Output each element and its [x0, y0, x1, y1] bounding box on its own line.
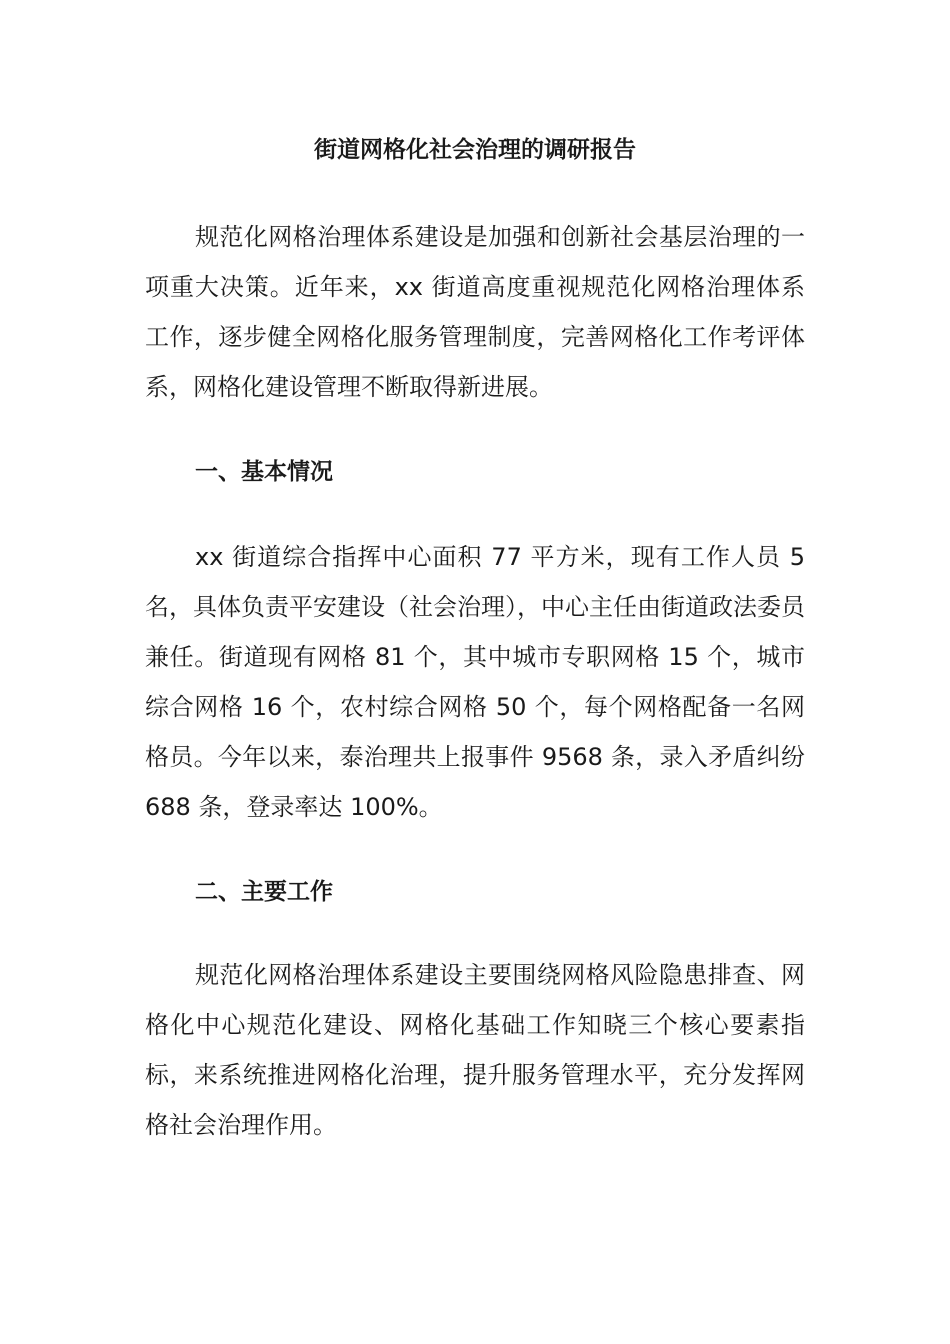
section-heading-basic-situation: 一、基本情况	[195, 459, 333, 485]
main-work-paragraph: 规范化网格治理体系建设主要围绕网格风险隐患排查、网格化中心规范化建设、网格化基础工作知晓三个核心要素指标，来系统推进网格化治理，提升服务管理水平，充分发挥网格社会治理作用。	[145, 961, 805, 1139]
document-title: 街道网格化社会治理的调研报告	[314, 137, 636, 163]
intro-paragraph: 规范化网格治理体系建设是加强和创新社会基层治理的一项重大决策。近年来，xx 街道高度重视规范化网格治理体系工作，逐步健全网格化服务管理制度，完善网格化工作考评体系，网格化建设管理不断取得新进展。	[145, 223, 805, 401]
section-heading-main-work: 二、主要工作	[195, 879, 333, 905]
basic-situation-paragraph: xx 街道综合指挥中心面积 77 平方米，现有工作人员 5 名，具体负责平安建设（社会治理），中心主任由街道政法委员兼任。街道现有网格 81 个，其中城市专职网格 15 个，城市综合网格 16 个，农村综合网格 50 个，每个网格配备一名网格员。今年以来，泰治理共上报事件 9568 条，录入矛盾纠纷 688 条，登录率达 100%。	[145, 543, 805, 821]
